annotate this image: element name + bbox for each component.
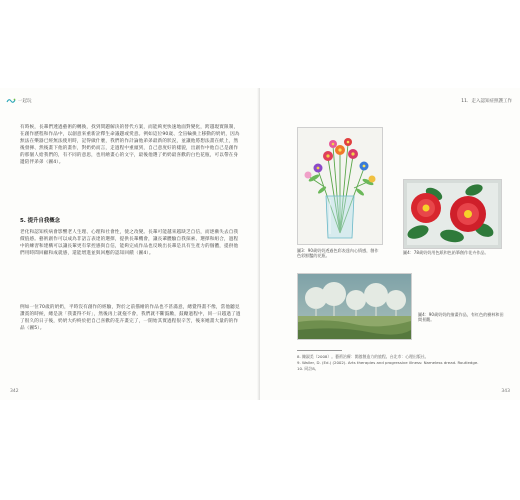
footnote-8: 8. 陳淑美（2008）。藝術治療：開啟創造力的旅程。台北市：心理出版社。	[297, 354, 429, 359]
section-heading: 5. 提升自我概念	[20, 218, 61, 224]
caption-figure-4: 圖4：78歲奶奶用色紙和色鉛筆創作花卉作品。	[403, 250, 489, 255]
left-page	[0, 88, 260, 400]
left-running-head	[6, 98, 32, 104]
right-page-number: 343	[501, 389, 510, 394]
footnote-divider	[297, 350, 342, 351]
caption-figure-5: 圖4：90歲奶奶的繪畫作品，有紅色的樹林和田間景觀。	[418, 312, 504, 323]
figure-red-flowers	[403, 179, 502, 249]
footnote-9: 9. Waller, D. (Ed.) (2002). Arts therapies and progressive illness: Nameless dread. Routledge.	[297, 360, 479, 365]
left-page-number: 342	[10, 389, 19, 394]
footnotes	[297, 354, 502, 372]
figure-landscape-painting	[297, 273, 412, 340]
figure-flower-vase	[297, 127, 383, 245]
paragraph-1: 有時候，長輩們透過藝術的轉換，找到問題解決的替代方案，而能夠更快速地面對變化，跨越現實限制，在創作歷程和作品中，以創意來重新詮釋生命議題或愛意。例如這位90歲、全盲輪換上移動的奶奶，因為無法在樂器已經無法使用時，記得做什麼，我們的作計論他弟弟最新的狀況，並讓他將想法畫在紙上，然後發揮、然後畫下他的畫作，對奶奶而言，走過程中重頭到，自己意度好的樣貌，出創作中他自己是創作的那個人給我們的，有不同的意思，也用繪畫心的文字，最後他選了奶奶最喜歡的白色花瓶，可以帶在身邊陪伴弟弟（圖4）。	[20, 125, 240, 166]
paragraph-3: 例如一位70歲的奶奶，平時沒有創作的經驗，對於之前描繪的作品也不甚滿意，總覺得畫不像，當他聽見讚賞的時候，總是說「我畫得不好」，然後再上就拖不會，我們就不斷鼓勵，鼓勵過程中，同一日越過了過了很久的日子後，奶奶大約終於把自己喜歡的花卉畫完了，一開始其實過程很辛苦，後來她畫大量的的作品（圖5）。	[20, 305, 241, 332]
book-spread	[0, 88, 520, 400]
right-running-head: 11．走入認知症照護工作	[461, 99, 512, 104]
brand-logo-icon	[6, 98, 16, 104]
footnote-10: 10. 同註8。	[297, 366, 319, 371]
right-page	[260, 88, 520, 400]
left-running-head-text: 一起玩	[18, 99, 32, 104]
paragraph-2: 老化和認知疾病會影響老人生理、心理和社會性，使之改變。長輩可能越來越缺乏自信，而逐漸失去自我價值感。藝術創作可以成為非語言表達的選擇，提供長輩機會，讓長輩體驗自我探索、選擇和組合，過程中的練習和建構可以讓長輩更有掌控感與自信，能夠完成作品也反映出長輩是具有生產力的個體，提供他們用時間回顧和成就感，還能增進並與回應的認知回饋（圖4）。	[20, 230, 239, 257]
caption-figure-3: 圖3：90歲奶奶透過色彩表達內心情感，創作色彩鮮豔的花瓶。	[297, 248, 379, 259]
